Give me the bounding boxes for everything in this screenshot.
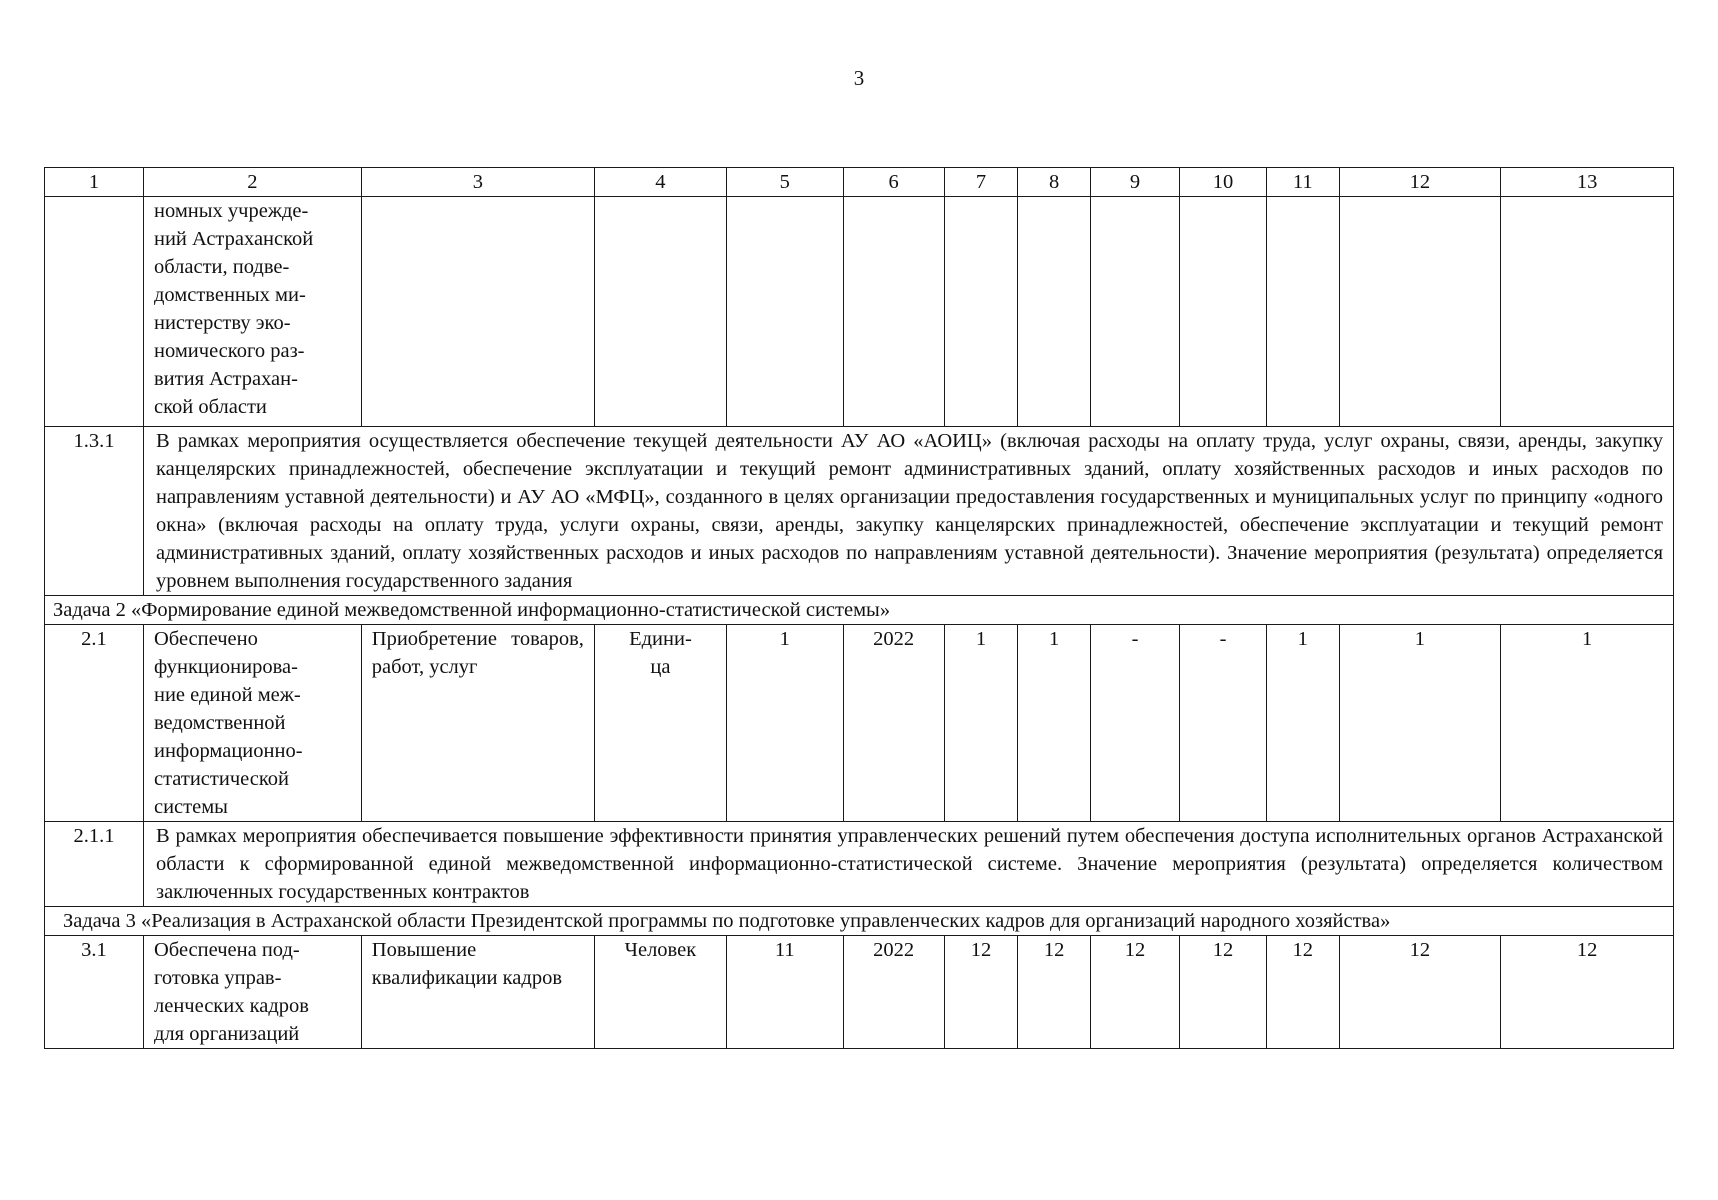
table-cell (1339, 197, 1501, 427)
indicators-table (44, 167, 1674, 1049)
header-cell: 3 (361, 168, 594, 197)
header-cell: 7 (944, 168, 1018, 197)
table-cell (1018, 197, 1091, 427)
table-cell (944, 197, 1018, 427)
value-cell: - (1090, 625, 1179, 822)
event-type: Приобретение товаров, работ, услуг (361, 625, 594, 822)
row-number: 3.1 (45, 936, 144, 1049)
value-cell: 1 (944, 625, 1018, 822)
header-cell: 12 (1339, 168, 1501, 197)
task-row-2 (45, 596, 1674, 625)
base-value: 1 (726, 625, 843, 822)
header-cell: 9 (1090, 168, 1179, 197)
header-cell: 13 (1501, 168, 1674, 197)
value-cell: 1 (1339, 625, 1501, 822)
table-cell: номных учрежде- ний Астраханской области, подве- домственных ми- нистерству эко- номического раз- вития Астрахан- ской области (143, 197, 361, 427)
result-name: Обеспечена под- готовка управ- ленческих кадров для организаций (143, 936, 361, 1049)
header-cell: 4 (594, 168, 726, 197)
header-row (45, 168, 1674, 197)
table-cell (1180, 197, 1267, 427)
unit: Едини- ца (594, 625, 726, 822)
row-number: 2.1 (45, 625, 144, 822)
table-cell (726, 197, 843, 427)
page-number: 3 (853, 66, 865, 90)
table-cell (45, 197, 144, 427)
value-cell: 12 (1339, 936, 1501, 1049)
value-cell: 12 (944, 936, 1018, 1049)
table-row-continuation (45, 197, 1674, 427)
table-cell (843, 197, 944, 427)
header-cell: 5 (726, 168, 843, 197)
task-row-3 (45, 907, 1674, 936)
value-cell: - (1180, 625, 1267, 822)
header-cell: 2 (143, 168, 361, 197)
table-row-2-1-1 (45, 822, 1674, 907)
value-cell: 1 (1266, 625, 1339, 822)
table-row-1-3-1 (45, 427, 1674, 596)
table-cell (1266, 197, 1339, 427)
result-name: Обеспечено функционирова- ние единой меж- ведомственной информационно- статистической системы (143, 625, 361, 822)
activity-description: В рамках мероприятия осуществляется обеспечение текущей деятельности АУ АО «АОИЦ» (включая расходы на оплату труда, услуг охраны, связи, аренды, закупку канцелярских принадлежностей, обеспечение эксплуатации и текущий ремонт административных зданий, оплату хозяйственных расходов и иных расходов по направлениям уставной деятельности) и АУ АО «МФЦ», созданного в целях организации предоставления государственных и муниципальных услуг по принципу «одного окна» (включая расходы на оплату труда, услуги охраны, связи, аренды, закупку канцелярских принадлежностей, обеспечение эксплуатации и текущий ремонт административных зданий, оплату хозяйственных расходов и иных расходов по направлениям уставной деятельности). Значение мероприятия (результата) определяется уровнем выполнения государственного задания (143, 427, 1673, 596)
header-cell: 10 (1180, 168, 1267, 197)
table-row-3-1 (45, 936, 1674, 1049)
value-cell: 1 (1501, 625, 1674, 822)
table-cell (594, 197, 726, 427)
base-year: 2022 (843, 936, 944, 1049)
row-number: 2.1.1 (45, 822, 144, 907)
header-cell: 8 (1018, 168, 1091, 197)
value-cell: 12 (1090, 936, 1179, 1049)
base-value: 11 (726, 936, 843, 1049)
table-cell (1501, 197, 1674, 427)
table-cell (361, 197, 594, 427)
value-cell: 12 (1180, 936, 1267, 1049)
value-cell: 1 (1018, 625, 1091, 822)
row-number: 1.3.1 (45, 427, 144, 596)
header-cell: 6 (843, 168, 944, 197)
value-cell: 12 (1501, 936, 1674, 1049)
table-row-2-1 (45, 625, 1674, 822)
header-cell: 11 (1266, 168, 1339, 197)
event-type: Повышение квалификации кадров (361, 936, 594, 1049)
header-cell: 1 (45, 168, 144, 197)
unit: Человек (594, 936, 726, 1049)
value-cell: 12 (1266, 936, 1339, 1049)
base-year: 2022 (843, 625, 944, 822)
activity-description: В рамках мероприятия обеспечивается повышение эффективности принятия управленческих решений путем обеспечения доступа исполнительных органов Астраханской области к сформированной единой межведомственной информационно-статистической системе. Значение мероприятия (результата) определяется количеством заключенных государственных контрактов (143, 822, 1673, 907)
table-cell (1090, 197, 1179, 427)
task-title: Задача 3 «Реализация в Астраханской области Президентской программы по подготовке управленческих кадров для организаций народного хозяйства» (45, 907, 1674, 936)
task-title: Задача 2 «Формирование единой межведомственной информационно-статистической системы» (45, 596, 1674, 625)
value-cell: 12 (1018, 936, 1091, 1049)
